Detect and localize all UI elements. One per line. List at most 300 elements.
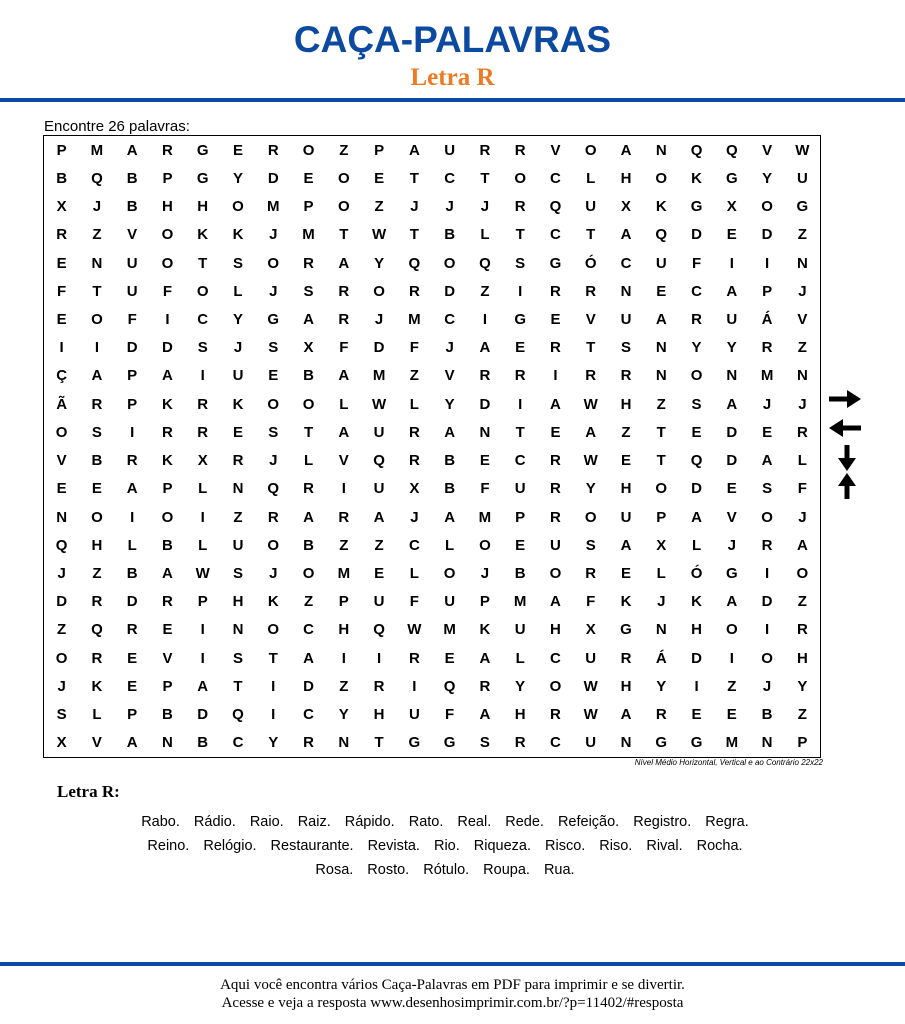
word-list-item: Rabo.	[141, 814, 180, 830]
grid-cell: F	[409, 593, 419, 611]
grid-cell: A	[620, 141, 632, 159]
grid-cell: Ó	[584, 254, 597, 272]
grid-cell: U	[585, 734, 597, 752]
grid-cell: R	[408, 649, 420, 667]
grid-cell: D	[761, 593, 773, 611]
grid-cell: O	[267, 536, 280, 554]
grid-cell: S	[479, 734, 490, 752]
grid-cell: E	[232, 141, 243, 159]
grid-cell: R	[550, 452, 561, 470]
grid-cell: C	[232, 734, 244, 752]
grid-cell: P	[162, 677, 173, 695]
grid-cell: Y	[268, 734, 279, 752]
grid-cell: Q	[91, 621, 103, 639]
grid-cell: S	[691, 395, 702, 413]
grid-cell: J	[445, 339, 454, 357]
grid-cell: K	[162, 452, 173, 470]
grid-cell: Q	[91, 169, 103, 187]
grid-cell: N	[655, 367, 667, 385]
grid-cell: P	[303, 198, 314, 216]
grid-cell: O	[161, 508, 174, 526]
word-list-item: Roupa.	[483, 862, 530, 878]
grid-cell: D	[162, 339, 173, 357]
grid-cell: L	[92, 706, 102, 724]
grid-cell: A	[726, 282, 738, 300]
grid-cell: R	[514, 734, 526, 752]
grid-cell: Y	[691, 339, 702, 357]
grid-cell: S	[232, 254, 243, 272]
grid-cell: E	[726, 480, 737, 498]
grid-cell: R	[796, 423, 808, 441]
grid-cell: P	[127, 706, 138, 724]
grid-cell: O	[91, 310, 103, 328]
grid-cell: R	[479, 141, 491, 159]
grid-cell: J	[762, 395, 772, 413]
grid-cell: J	[269, 226, 278, 244]
grid-cell: Ó	[690, 565, 703, 583]
grid-cell: B	[444, 226, 456, 244]
grid-cell: G	[408, 734, 421, 752]
grid-cell: D	[267, 169, 279, 187]
word-list-line	[40, 810, 850, 834]
grid-cell: E	[550, 423, 561, 441]
grid-cell: D	[197, 706, 209, 724]
grid-cell: C	[691, 282, 702, 300]
grid-cell: S	[268, 423, 279, 441]
grid-cell: R	[585, 282, 597, 300]
grid-cell: F	[162, 282, 173, 300]
grid-cell: R	[267, 508, 279, 526]
grid-cell: I	[200, 621, 205, 639]
word-list-item: Rosa.	[315, 862, 354, 878]
grid-cell: N	[232, 480, 244, 498]
grid-cell: T	[586, 339, 596, 357]
grid-cell: J	[762, 677, 772, 695]
grid-cell: Q	[690, 452, 703, 470]
grid-cell: Q	[55, 536, 68, 554]
grid-cell: H	[373, 706, 385, 724]
word-list-item: Rio.	[433, 838, 460, 854]
grid-cell: M	[302, 226, 315, 244]
grid-cell: Z	[727, 677, 737, 695]
grid-cell: P	[515, 508, 526, 526]
grid-cell: A	[91, 367, 103, 385]
grid-cell: D	[126, 593, 138, 611]
grid-cell: I	[694, 677, 699, 695]
grid-cell: A	[408, 141, 420, 159]
grid-cell: O	[337, 198, 350, 216]
grid-cell: C	[303, 706, 314, 724]
grid-cell: C	[303, 621, 314, 639]
grid-cell: W	[583, 452, 598, 470]
word-list-item: Registro.	[633, 814, 692, 830]
grid-cell: Y	[374, 254, 385, 272]
word-list-line	[40, 834, 850, 858]
grid-cell: F	[57, 282, 67, 300]
grid-cell: O	[761, 198, 773, 216]
grid-cell: I	[130, 508, 135, 526]
grid-cell: R	[479, 677, 491, 695]
grid-cell: R	[691, 310, 702, 328]
word-list-item: Riqueza.	[473, 838, 531, 854]
word-list-item: Rocha.	[696, 838, 743, 854]
grid-cell: D	[373, 339, 385, 357]
grid-cell: N	[232, 621, 244, 639]
grid-cell: S	[91, 423, 102, 441]
grid-cell: U	[232, 536, 244, 554]
grid-cell: R	[232, 452, 244, 470]
grid-cell: M	[513, 593, 527, 611]
grid-cell: O	[302, 395, 315, 413]
grid-cell: U	[620, 508, 632, 526]
word-list-title: Letra R:	[57, 782, 120, 801]
grid-cell: I	[341, 480, 346, 498]
grid-cell: U	[408, 706, 420, 724]
grid-cell: N	[655, 621, 667, 639]
grid-cell: H	[232, 593, 244, 611]
grid-cell: K	[232, 395, 244, 413]
grid-cell: C	[444, 169, 456, 187]
grid-cell: Z	[797, 226, 807, 244]
grid-cell: K	[267, 593, 279, 611]
grid-cell: Ã	[56, 395, 68, 413]
grid-cell: Y	[232, 169, 243, 187]
grid-cell: A	[338, 254, 350, 272]
grid-cell: P	[374, 141, 385, 159]
footer	[0, 976, 905, 1012]
grid-cell: R	[550, 282, 561, 300]
grid-cell: V	[162, 649, 173, 667]
grid-cell: M	[408, 310, 421, 328]
grid-cell: R	[303, 480, 314, 498]
grid-cell: T	[92, 282, 102, 300]
grid-cell: L	[656, 565, 666, 583]
grid-cell: V	[56, 452, 67, 470]
grid-cell: Z	[797, 593, 807, 611]
grid-cell: A	[197, 677, 209, 695]
grid-cell: P	[56, 141, 67, 159]
grid-cell: O	[55, 423, 68, 441]
grid-cell: R	[761, 339, 773, 357]
grid-cell: X	[409, 480, 420, 498]
grid-cell: B	[197, 734, 209, 752]
grid-cell: Y	[232, 310, 243, 328]
grid-cell: N	[796, 367, 808, 385]
grid-cell: O	[549, 677, 562, 695]
grid-cell: F	[339, 339, 349, 357]
grid-cell: A	[620, 536, 632, 554]
grid-cell: U	[620, 310, 632, 328]
grid-cell: G	[196, 169, 209, 187]
grid-cell: R	[267, 141, 279, 159]
grid-cell: B	[126, 169, 138, 187]
grid-cell: A	[726, 395, 738, 413]
grid-cell: B	[303, 367, 314, 385]
grid-cell: J	[269, 282, 278, 300]
grid-cell: E	[726, 226, 737, 244]
grid-cell: P	[479, 593, 490, 611]
grid-cell: A	[620, 706, 632, 724]
grid-cell: J	[480, 198, 490, 216]
grid-cell: D	[303, 677, 314, 695]
grid-cell: K	[162, 395, 173, 413]
grid-cell: A	[303, 508, 314, 526]
grid-cell: E	[762, 423, 773, 441]
arrow-right-icon	[828, 389, 862, 409]
grid-cell: U	[514, 480, 526, 498]
grid-cell: R	[620, 649, 632, 667]
grid-cell: P	[197, 593, 208, 611]
grid-cell: Á	[761, 310, 773, 328]
grid-cell: I	[165, 310, 170, 328]
grid-cell: R	[550, 508, 561, 526]
word-list-item: Rua.	[543, 862, 575, 878]
arrow-down-icon	[837, 444, 857, 472]
grid-cell: P	[127, 367, 138, 385]
grid-cell: O	[443, 565, 456, 583]
grid-cell: X	[197, 452, 208, 470]
grid-cell: O	[161, 226, 174, 244]
grid-cell: V	[726, 508, 737, 526]
grid-cell: N	[338, 734, 350, 752]
grid-cell: R	[91, 649, 103, 667]
grid-cell: Z	[797, 339, 807, 357]
grid-cell: J	[410, 198, 419, 216]
grid-cell: E	[303, 169, 314, 187]
grid-cell: V	[444, 367, 455, 385]
instruction-text: Encontre 26 palavras:	[44, 118, 190, 135]
grid-cell: K	[691, 593, 702, 611]
grid-cell: G	[267, 310, 280, 328]
word-list-item: Rótulo.	[423, 862, 470, 878]
grid-cell: N	[620, 734, 632, 752]
grid-cell: F	[480, 480, 490, 498]
grid-cell: Q	[373, 452, 385, 470]
grid-cell: H	[338, 621, 350, 639]
grid-cell: I	[729, 649, 734, 667]
word-list	[40, 810, 850, 882]
grid-cell: B	[514, 565, 526, 583]
grid-cell: D	[726, 423, 738, 441]
grid-cell: A	[761, 452, 773, 470]
word-list-item: Relógio.	[203, 838, 257, 854]
grid-cell: J	[798, 282, 807, 300]
grid-cell: Q	[373, 621, 385, 639]
grid-cell: L	[480, 226, 490, 244]
grid-cell: H	[691, 621, 702, 639]
grid-cell: O	[725, 621, 738, 639]
grid-cell: S	[56, 706, 67, 724]
grid-cell: O	[796, 565, 809, 583]
grid-cell: R	[338, 282, 350, 300]
grid-cell: A	[444, 508, 456, 526]
grid-cell: X	[56, 198, 67, 216]
grid-cell: O	[690, 367, 703, 385]
grid-cell: O	[655, 480, 668, 498]
grid-cell: E	[550, 310, 561, 328]
grid-cell: Ç	[56, 367, 68, 385]
page-title: CAÇA-PALAVRAS	[293, 19, 612, 60]
grid-cell: O	[337, 169, 350, 187]
grid-cell: I	[765, 565, 770, 583]
grid-cell: R	[620, 367, 632, 385]
grid-cell: N	[162, 734, 173, 752]
word-list-item: Revista.	[367, 838, 420, 854]
grid-cell: Z	[409, 367, 419, 385]
grid-cell: H	[620, 480, 632, 498]
grid-cell: W	[372, 395, 387, 413]
grid-cell: Z	[303, 593, 314, 611]
grid-cell: E	[91, 480, 102, 498]
grid-cell: T	[233, 677, 243, 695]
grid-cell: J	[269, 565, 278, 583]
grid-cell: J	[657, 593, 666, 611]
grid-cell: R	[91, 593, 103, 611]
grid-cell: K	[232, 226, 244, 244]
grid-cell: E	[56, 310, 67, 328]
grid-cell: P	[797, 734, 808, 752]
grid-cell: O	[584, 508, 597, 526]
grid-cell: U	[550, 536, 561, 554]
footer-line-2: Acesse e veja a resposta www.desenhosimprimir.com.br/?p=11402/#resposta	[221, 995, 684, 1011]
grid-cell: J	[57, 565, 66, 583]
grid-cell: M	[372, 367, 386, 385]
word-list-item: Real.	[457, 814, 492, 830]
grid-cell: L	[691, 536, 702, 554]
grid-cell: A	[126, 141, 138, 159]
word-list-item: Rato.	[408, 814, 444, 830]
grid-cell: U	[232, 367, 244, 385]
grid-cell: V	[338, 452, 349, 470]
grid-cell: R	[197, 395, 209, 413]
grid-cell: H	[620, 169, 632, 187]
grid-cell: Q	[549, 198, 562, 216]
grid-cell: D	[444, 282, 456, 300]
grid-cell: F	[409, 339, 419, 357]
grid-cell: I	[729, 254, 734, 272]
grid-cell: C	[550, 226, 561, 244]
grid-cell: N	[91, 254, 103, 272]
grid-cell: E	[232, 423, 243, 441]
grid-cell: R	[550, 480, 561, 498]
grid-cell: A	[479, 339, 491, 357]
grid-cell: K	[479, 621, 491, 639]
grid-cell: C	[408, 536, 420, 554]
grid-cell: C	[197, 310, 209, 328]
grid-cell: I	[59, 339, 64, 357]
grid-cell: H	[514, 706, 526, 724]
grid-cell: U	[444, 593, 456, 611]
grid-cell: N	[796, 254, 808, 272]
grid-cell: J	[445, 198, 454, 216]
grid-cell: G	[725, 169, 738, 187]
grid-cell: T	[480, 169, 490, 187]
grid-cell: R	[197, 423, 209, 441]
grid-cell: E	[374, 169, 385, 187]
grid-cell: I	[765, 254, 770, 272]
grid-cell: J	[374, 310, 384, 328]
grid-cell: O	[655, 169, 668, 187]
grid-cell: F	[691, 254, 702, 272]
grid-cell: R	[550, 339, 561, 357]
grid-cell: V	[91, 734, 102, 752]
grid-cell: R	[303, 734, 314, 752]
grid-cell: X	[585, 621, 596, 639]
grid-cell: L	[445, 536, 455, 554]
grid-cell: V	[762, 141, 773, 159]
grid-cell: R	[126, 452, 138, 470]
grid-cell: M	[478, 508, 492, 526]
grid-cell: E	[656, 282, 667, 300]
level-note: Nível Médio Horizontal, Vertical e ao Contrário 22x22	[634, 758, 823, 767]
grid-cell: O	[761, 508, 773, 526]
grid-cell: C	[550, 169, 561, 187]
grid-cell: L	[233, 282, 243, 300]
grid-cell: I	[765, 621, 770, 639]
grid-cell: R	[91, 395, 103, 413]
grid-cell: Q	[232, 706, 244, 724]
grid-cell: I	[553, 367, 558, 385]
grid-cell: I	[341, 649, 346, 667]
grid-cell: W	[795, 141, 810, 159]
grid-cell: T	[198, 254, 208, 272]
grid-cell: A	[479, 706, 491, 724]
top-divider	[0, 98, 905, 102]
grid-cell: S	[303, 282, 314, 300]
grid-cell: Z	[339, 141, 349, 159]
grid-cell: O	[479, 536, 491, 554]
grid-cell: T	[515, 423, 525, 441]
grid-cell: U	[373, 480, 385, 498]
grid-cell: A	[620, 226, 632, 244]
grid-cell: M	[337, 565, 351, 583]
grid-cell: K	[620, 593, 632, 611]
grid-cell: U	[655, 254, 667, 272]
grid-cell: I	[200, 649, 205, 667]
grid-cell: A	[126, 734, 138, 752]
grid-cell: I	[130, 423, 135, 441]
grid-cell: W	[583, 677, 598, 695]
grid-cell: N	[56, 508, 68, 526]
grid-cell: H	[620, 395, 632, 413]
grid-cell: L	[127, 536, 137, 554]
grid-cell: A	[162, 367, 173, 385]
grid-cell: D	[691, 226, 702, 244]
grid-cell: J	[410, 508, 419, 526]
grid-cell: G	[690, 734, 703, 752]
grid-cell: E	[268, 367, 279, 385]
grid-cell: S	[232, 649, 243, 667]
grid-cell: H	[620, 677, 632, 695]
arrow-left-icon	[828, 418, 862, 438]
grid-cell: E	[127, 677, 138, 695]
grid-cell: Á	[655, 649, 667, 667]
grid-cell: O	[232, 198, 244, 216]
grid-cell: E	[620, 452, 631, 470]
grid-cell: P	[656, 508, 667, 526]
word-list-item: Raiz.	[297, 814, 331, 830]
grid-cell: L	[797, 452, 807, 470]
grid-cell: Z	[233, 508, 243, 526]
grid-cell: G	[514, 310, 526, 328]
grid-cell: F	[586, 593, 596, 611]
grid-cell: Z	[92, 565, 102, 583]
grid-cell: P	[162, 169, 173, 187]
grid-cell: E	[374, 565, 385, 583]
grid-cell: U	[796, 169, 808, 187]
grid-cell: I	[200, 367, 205, 385]
grid-cell: R	[761, 536, 773, 554]
